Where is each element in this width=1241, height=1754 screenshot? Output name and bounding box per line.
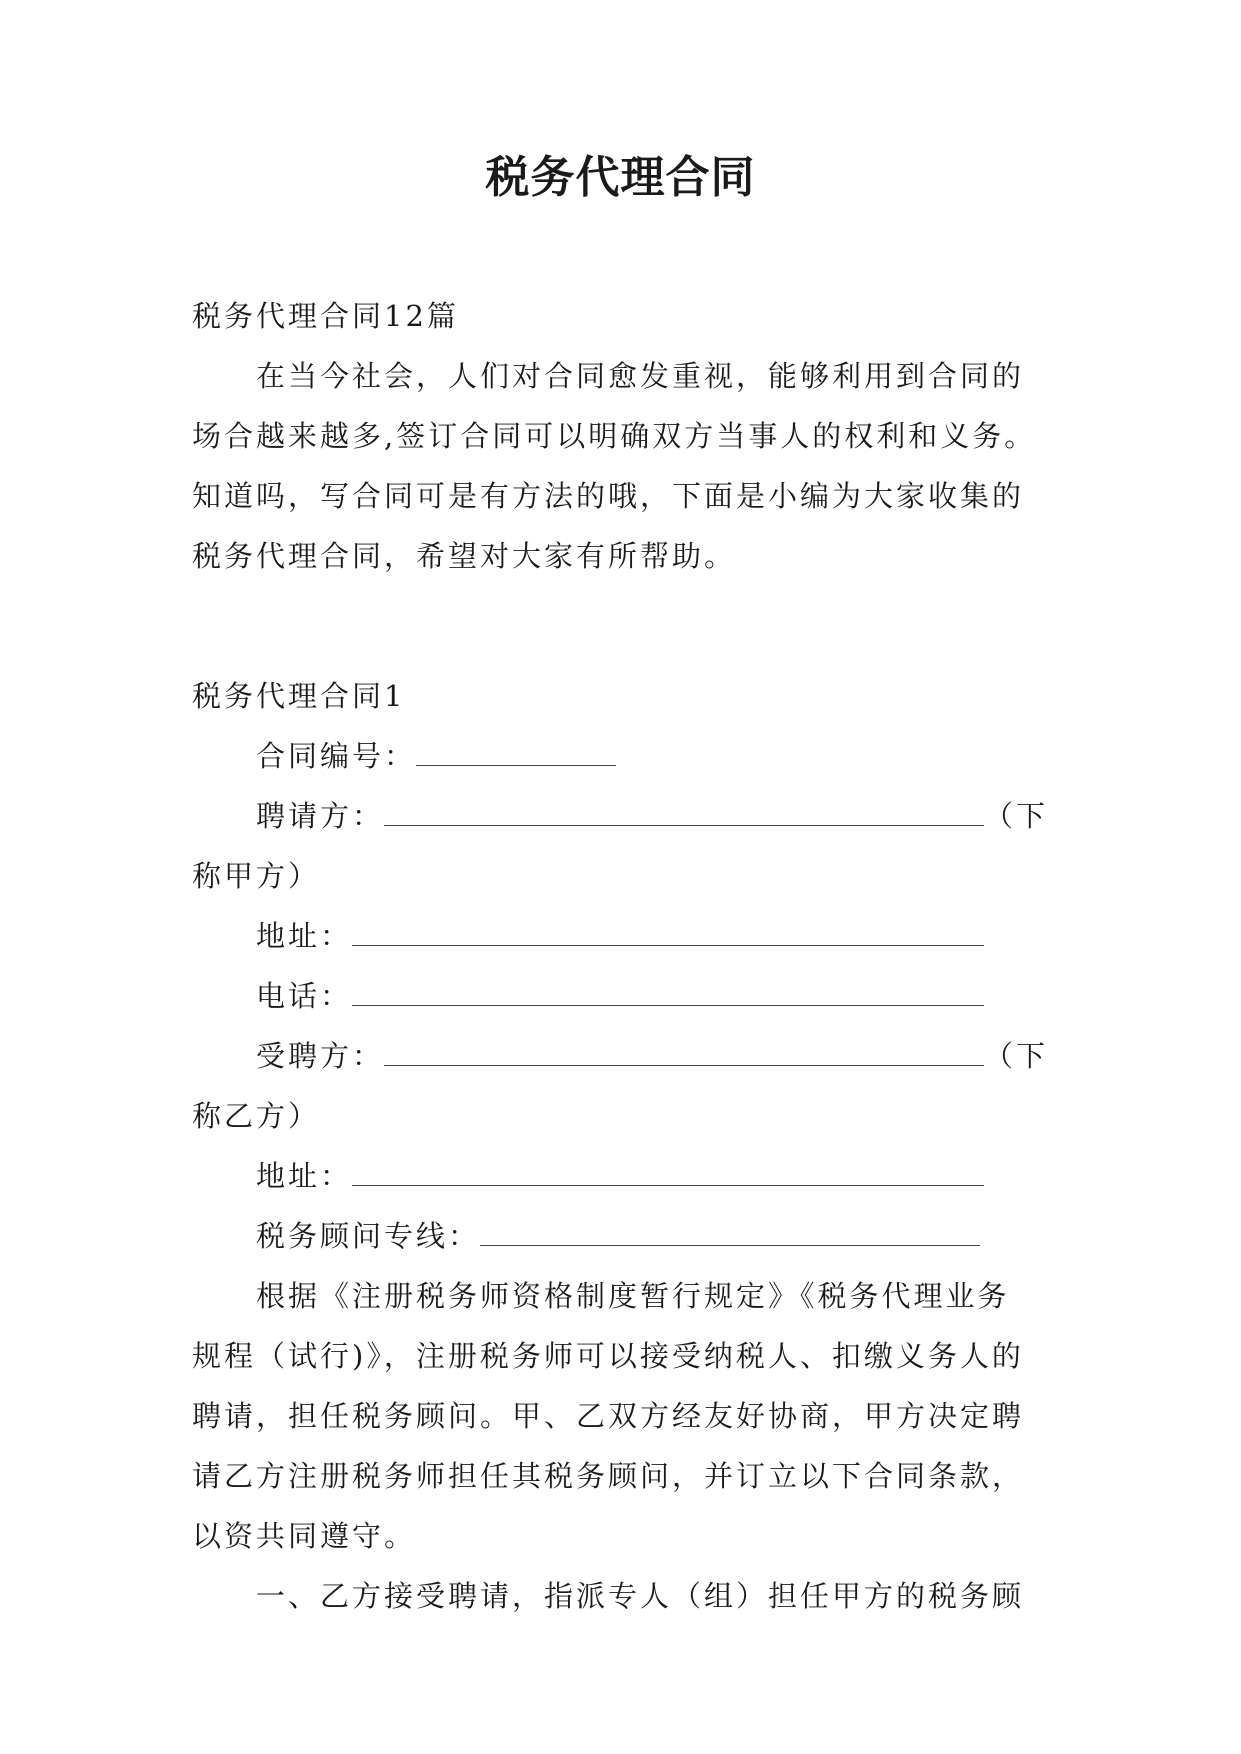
phone-row <box>192 966 1072 1026</box>
phone-label: 电话： <box>256 979 353 1013</box>
employee-blank[interactable] <box>384 1043 984 1066</box>
employer-row <box>192 786 1072 846</box>
hotline-label: 税务顾问专线： <box>256 1219 481 1253</box>
employee-row <box>192 1026 1072 1086</box>
clause-1: 一、乙方接受聘请，指派专人（组）担任甲方的税务顾 <box>256 1579 1025 1613</box>
basis-line-1: 根据《注册税务师资格制度暂行规定》《税务代理业务 <box>256 1279 1010 1313</box>
section-gap <box>192 586 1072 666</box>
intro-line-2: 场合越来越多,签订合同可以明确双方当事人的权利和义务。 <box>192 419 1037 453</box>
basis-line-3: 聘请，担任税务顾问。甲、乙双方经友好协商，甲方决定聘 <box>192 1399 1025 1433</box>
subtitle: 税务代理合同12篇 <box>192 299 459 333</box>
address-blank-2[interactable] <box>352 1163 984 1186</box>
hotline-row <box>192 1206 1072 1266</box>
address-blank-1[interactable] <box>352 923 984 946</box>
address-label-1: 地址： <box>256 919 353 953</box>
basis-line-4: 请乙方注册税务师担任其税务顾问，并订立以下合同条款， <box>192 1459 1025 1493</box>
section-heading: 税务代理合同1 <box>192 679 406 713</box>
contract-number-blank[interactable] <box>416 743 616 766</box>
address-row-1 <box>192 906 1072 966</box>
basis-line-2: 规程（试行)》，注册税务师可以接受纳税人、扣缴义务人的 <box>192 1339 1024 1373</box>
employee-suffix: （下 <box>984 1039 1049 1073</box>
employee-label: 受聘方： <box>256 1039 385 1073</box>
contract-number-row <box>192 726 1072 786</box>
address-row-2 <box>192 1146 1072 1206</box>
basis-line-5: 以资共同遵守。 <box>192 1519 417 1553</box>
hotline-blank[interactable] <box>480 1223 980 1246</box>
intro-line-1: 在当今社会，人们对合同愈发重视，能够利用到合同的 <box>256 359 1025 393</box>
address-label-2: 地址： <box>256 1159 353 1193</box>
intro-line-4: 税务代理合同，希望对大家有所帮助。 <box>192 539 737 573</box>
contract-number-label: 合同编号： <box>256 739 417 773</box>
phone-blank[interactable] <box>352 983 984 1006</box>
employer-suffix: （下 <box>984 799 1049 833</box>
employer-blank[interactable] <box>384 803 984 826</box>
intro-line-3: 知道吗，写合同可是有方法的哦，下面是小编为大家收集的 <box>192 479 1025 513</box>
employer-label: 聘请方： <box>256 799 385 833</box>
employee-alias: 称乙方） <box>192 1099 321 1133</box>
document-body <box>192 286 1072 1626</box>
employer-alias: 称甲方） <box>192 859 321 893</box>
document-title: 税务代理合同 <box>485 152 756 203</box>
